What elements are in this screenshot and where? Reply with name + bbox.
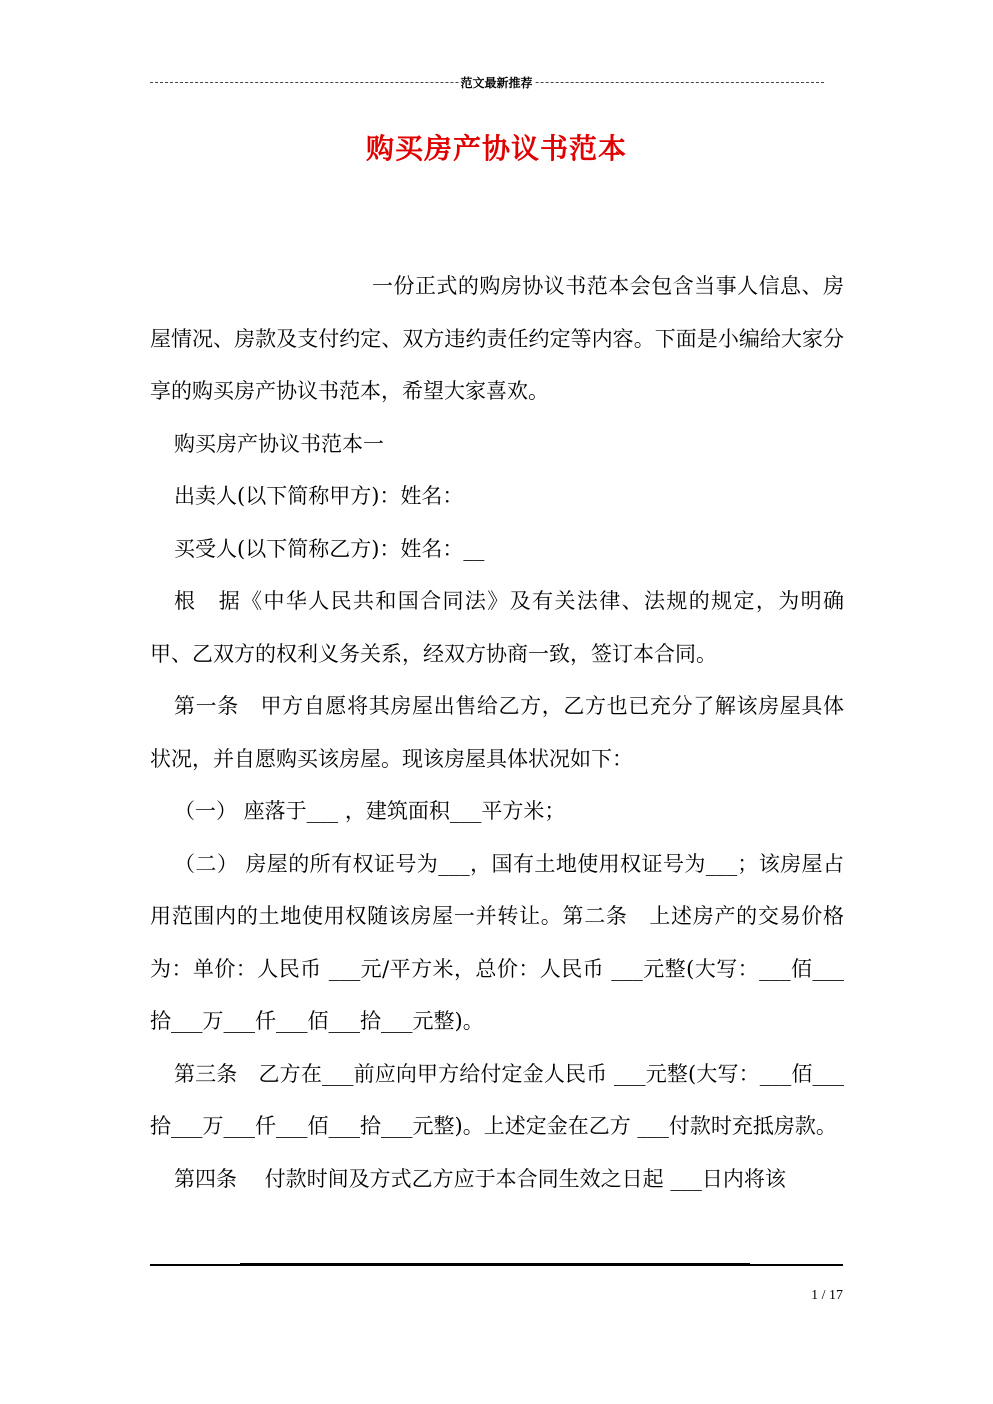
article-4: 第四条 付款时间及方式乙方应于本合同生效之日起 ___日内将该 [174, 1166, 786, 1191]
basis-paragraph: 根 据《中华人民共和国合同法》及有关法律、法规的规定，为明确甲、乙双方的权利义务关系，经双方协商一致，签订本合同。 [150, 589, 844, 666]
document-title: 购买房产协议书范本 [365, 132, 627, 165]
buyer-line: 买受人(以下简称乙方)：姓名：__ [174, 536, 485, 561]
article-1: 第一条 甲方自愿将其房屋出售给乙方，乙方也已充分了解该房屋具体状况，并自愿购买该房屋。现该房屋具体状况如下： [150, 694, 844, 771]
footer-rule-emphasis [240, 1263, 750, 1266]
section-title: 购买房产协议书范本一 [174, 431, 384, 456]
header-label: 范文最新推荐 [460, 76, 533, 90]
item-2: （二） 房屋的所有权证号为___，国有土地使用权证号为___；该房屋占用范围内的土地使用权随该房屋一并转让。第二条 上述房产的交易价格为：单价：人民币 ___元/平方米，总价：人民币 ___元整(大写：___佰___拾___万___仟___佰___拾___元整)。 [150, 851, 844, 1033]
document-body [150, 260, 844, 1205]
item-1: （一） 座落于___ ，建筑面积___平方米； [174, 799, 566, 823]
seller-line: 出卖人(以下简称甲方)：姓名： [174, 484, 464, 508]
page-number: 1 / 17 [811, 1288, 843, 1303]
intro-paragraph: 一份正式的购房协议书范本会包含当事人信息、房屋情况、房款及支付约定、双方违约责任约定等内容。下面是小编给大家分享的购买房产协议书范本，希望大家喜欢。 [150, 274, 844, 403]
article-3: 第三条 乙方在___前应向甲方给付定金人民币 ___元整(大写：___佰___拾___万___仟___佰___拾___元整)。上述定金在乙方 ___付款时充抵房款。 [150, 1061, 844, 1138]
